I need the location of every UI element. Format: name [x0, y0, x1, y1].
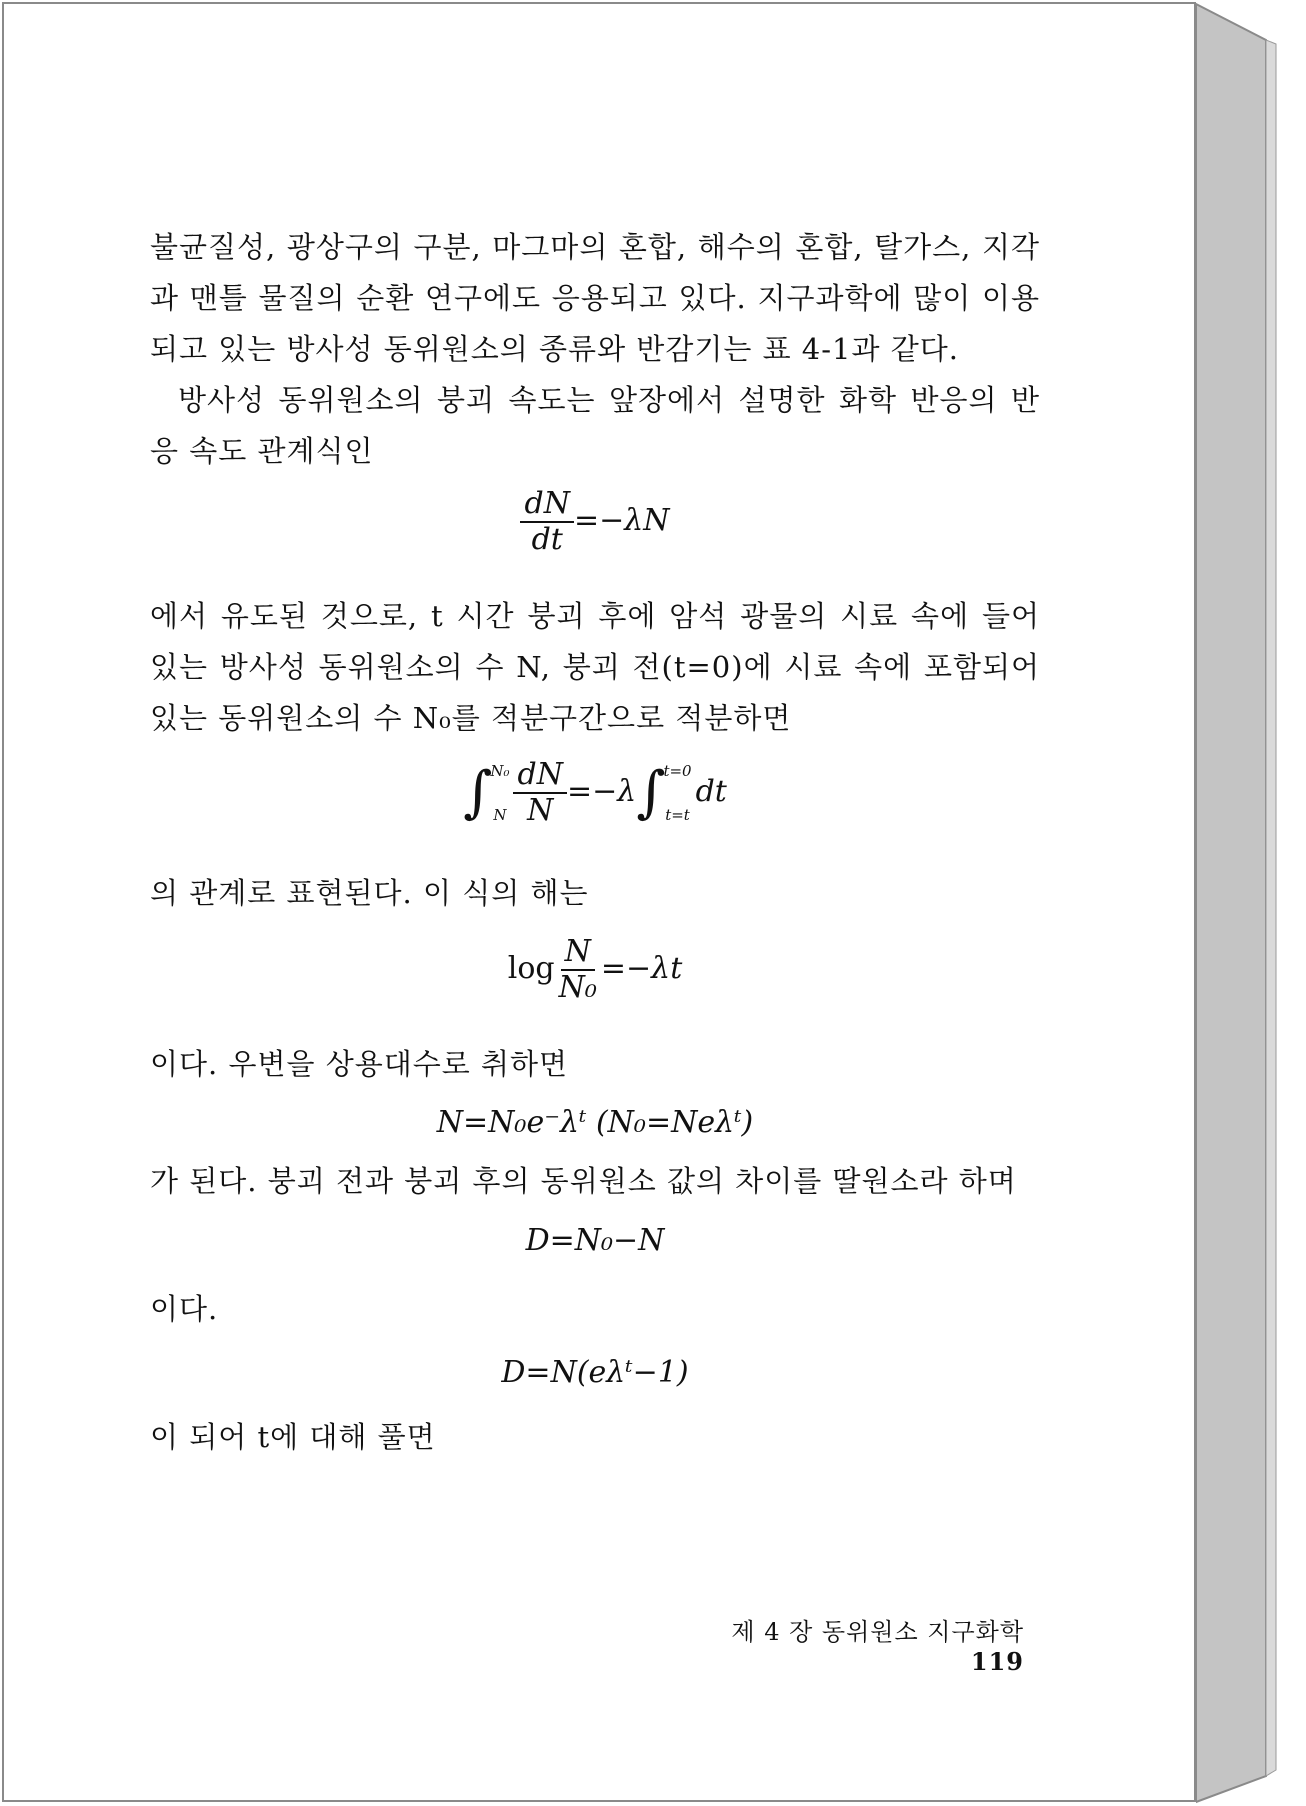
eq1-rhs: =−λN — [573, 503, 670, 538]
page-footer — [704, 1612, 1024, 1676]
integral-sign-2: ∫ — [636, 760, 666, 825]
book-side-edge — [1196, 0, 1306, 1806]
paragraph-5: 이다. 우변을 상용대수로 취하면 — [150, 1047, 569, 1081]
eq2-lower2: t=t — [665, 806, 690, 824]
eq3-numerator: N — [561, 935, 595, 971]
eq1-numerator: dN — [520, 487, 573, 523]
equation-exponential: N=N₀e⁻λᵗ (N₀=Neλᵗ) — [436, 1105, 754, 1140]
paragraph-6: 가 된다. 붕괴 전과 붕괴 후의 동위원소 값의 차이를 딸원소라 하며 — [150, 1164, 1017, 1198]
eq2-numerator: dN — [513, 758, 566, 794]
eq2-rhs: dt — [695, 774, 727, 809]
integral-sign: ∫ — [463, 760, 493, 825]
eq3-denominator: N₀ — [558, 970, 597, 1005]
paragraph-4: 의 관계로 표현된다. 이 식의 해는 — [150, 876, 589, 910]
chapter-title: 제 4 장 동위원소 지구화학 — [731, 1618, 1024, 1646]
eq2-upper2: t=0 — [663, 762, 692, 780]
eq2-denominator: N — [527, 793, 554, 828]
equation-rate — [150, 477, 1040, 591]
book-page — [2, 2, 1196, 1802]
page-number: 119 — [970, 1647, 1024, 1676]
page-content — [150, 222, 1040, 1471]
paragraph-2: 방사성 동위원소의 붕괴 속도는 앞장에서 설명한 화학 반응의 반응 속도 관계식인 — [150, 383, 1040, 468]
equation-daughter-2: D=N(eλᵗ−1) — [501, 1355, 689, 1390]
eq3-prefix: log — [507, 951, 555, 986]
eq1-denominator: dt — [531, 522, 563, 557]
equation-log — [150, 919, 1040, 1039]
paragraph-3: 에서 유도된 것으로, t 시간 붕괴 후에 암석 광물의 시료 속에 들어 있는 방사성 동위원소의 수 N, 붕괴 전(t=0)에 시료 속에 포함되어 있는 동위원소의 수 N₀를 적분구간으로 적분하면 — [150, 599, 1040, 735]
eq2-lower: N — [493, 806, 507, 824]
paragraph-8: 이 되어 t에 대해 풀면 — [150, 1420, 436, 1454]
equation-daughter: D=N₀−N — [525, 1223, 665, 1258]
eq3-rhs: =−λt — [600, 951, 683, 986]
eq2-mid: =−λ — [566, 774, 637, 809]
paragraph-1: 불균질성, 광상구의 구분, 마그마의 혼합, 해수의 혼합, 탈가스, 지각과 맨틀 물질의 순환 연구에도 응용되고 있다. 지구과학에 많이 이용되고 있는 방사성 동위원소의 종류와 반감기는 표 4-1과 같다. — [150, 230, 1040, 366]
equation-integral — [150, 744, 1040, 868]
eq2-upper: N₀ — [490, 762, 510, 780]
paragraph-7: 이다. — [150, 1292, 219, 1326]
